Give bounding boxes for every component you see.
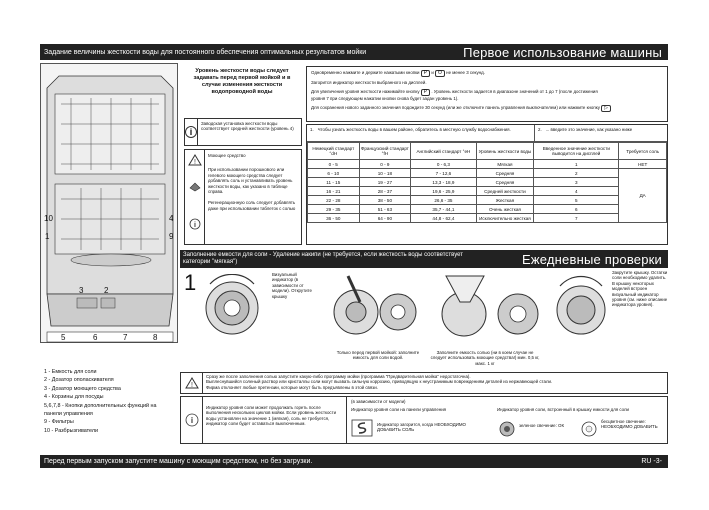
cell: 3 [534, 178, 619, 187]
cell: 2 [534, 169, 619, 178]
info-circle-icon [185, 413, 199, 427]
cell: 7 [534, 214, 619, 223]
warning-title: Моющее средство [208, 153, 246, 158]
cell: 6 [534, 205, 619, 214]
footer-text: Перед первым запуском запустите машину с моющим средством, но без загрузки. [44, 458, 313, 465]
col-header: Требуется соль [619, 143, 667, 160]
daily-title: Ежедневные проверки [521, 251, 662, 267]
label-6: 6 [93, 333, 98, 342]
cell: 0 - 9 [359, 160, 411, 169]
label-5: 5 [61, 333, 66, 342]
cell: Исключительно жесткая [476, 214, 534, 223]
cell: Мягкая [476, 160, 534, 169]
warning-icon [185, 377, 199, 389]
model-note: (в зависимости от модели) [351, 399, 406, 404]
warning-salt-text: Регенерационную соль следует добавлять даже при использовании таблеток с солью [208, 200, 296, 211]
salt-cap-drawing [200, 274, 264, 338]
p-key: P [421, 70, 430, 77]
p-key-2: P [421, 89, 430, 96]
close-cap-drawing [552, 274, 610, 338]
info-circle-icon [188, 218, 202, 230]
daily-checks-bar [180, 250, 668, 268]
cell: 11 - 15 [308, 178, 360, 187]
note-line3: Фирма отклоняет любые претензии, которые могут быть предъявлены в этой связи. [206, 384, 378, 390]
cell: 7 - 12,6 [411, 169, 476, 178]
legend-item: панели управления [44, 411, 93, 418]
step-1-text: Чтобы узнать жесткость воды в вашем районе, обратитесь в местную службу водоснабжения. [317, 127, 511, 132]
svg-text:i: i [190, 416, 193, 425]
cell: Средняя [476, 169, 534, 178]
cap-indicator-label: Индикатор уровня соли, встроенный в крышку емкости для соли [497, 407, 629, 412]
arrow-key: ▷ [601, 105, 611, 112]
page-number: RU -3- [641, 458, 662, 465]
table-row [308, 160, 667, 169]
cell: 29 - 35 [308, 205, 360, 214]
cell: 1 [534, 160, 619, 169]
hardness-table [307, 142, 667, 223]
info-text: Заводская установка жесткости воды соответствует средней жесткости (уровень 4) [201, 121, 294, 132]
cell: Средняя [476, 178, 534, 187]
note-line2: Выплеснувшийся соленый раствор или кристаллы соли могут вызвать сильную коррозию, приводящую к неустранимым повреждениям деталей из нержавеющей стали. [206, 379, 553, 385]
label-10: 10 [44, 214, 53, 223]
indicator-info-text: Индикатор уровня соли может продолжать гореть после выполнения нескольких циклов мойки. Если уровень жесткости воды установлен на значение 1 (мягкая), соль не требуется, индикатор соли будет оставаться выключенным. [203, 397, 347, 443]
svg-text:!: ! [194, 159, 196, 166]
colorless-state-text: бесцветное свечение: НЕОБХОДИМО ДОБАВИТЬ [601, 419, 658, 430]
info-box [184, 118, 302, 146]
warning-text: При использовании порошкового или гелевого моющего средства следует добавлять соль и устанавливать уровень жесткости воды, как указано в таблице справа. [208, 167, 293, 195]
instr-line1: Одновременно нажмите и держите нажатыми кнопки [311, 70, 420, 75]
caption-fill-water: Только перед первой мойкой: заполните емкость для соли водой. [336, 350, 420, 361]
colorless-indicator-icon [581, 421, 597, 437]
cell: Очень жесткая [476, 205, 534, 214]
cell: 16 - 21 [308, 187, 360, 196]
parts-legend [44, 368, 178, 435]
cell: 26,6 - 35 [411, 196, 476, 205]
label-3: 3 [79, 286, 84, 295]
header-bar [40, 44, 668, 60]
instr-line3: Для увеличения уровня жесткости нажимайте кнопку [311, 88, 420, 94]
cell: 28 - 37 [359, 187, 411, 196]
dishwasher-figure [40, 63, 178, 343]
cell: 19,6 - 25,9 [411, 187, 476, 196]
step-1-number: 1. [310, 127, 314, 132]
step-2-text: ... введите это значение, как указано ниже [545, 127, 633, 132]
step-number: 1 [184, 270, 197, 295]
cell: 44,8 - 62,4 [411, 214, 476, 223]
cell: 6 - 10 [308, 169, 360, 178]
panel-indicator-state: Индикатор загорится, когда НЕОБХОДИМО ДОБАВИТЬ СОЛЬ [377, 422, 466, 433]
svg-text:i: i [194, 222, 196, 229]
col-header: Английский стандарт °eH [411, 143, 476, 160]
salt-note-box [180, 372, 668, 394]
instr-line2: Загорится индикатор жесткости выбранного на дисплей. [311, 80, 427, 86]
svg-text:!: ! [190, 382, 193, 389]
label-8: 8 [153, 333, 158, 342]
legend-item: 2 - Дозатор ополаскивателя [44, 377, 114, 384]
cell: 35,7 - 44,1 [411, 205, 476, 214]
label-7: 7 [123, 333, 128, 342]
table-row [308, 178, 667, 187]
label-9: 9 [169, 232, 174, 241]
cell: Жесткая [476, 196, 534, 205]
note-line1: Сразу же после заполнения солью запустите какую-либо программу мойки (программа "Предварительная мойка" недостаточна). [206, 374, 471, 379]
cell: 13,3 - 18,9 [411, 178, 476, 187]
instr-line4: уровня 7 при следующем нажатии кнопки снова будет задан уровень 1). [311, 96, 459, 102]
cell: 10 - 18 [359, 169, 411, 178]
salt-panel-indicator-icon [351, 419, 373, 437]
step-2-number: 2. [538, 127, 542, 132]
table-header-row [308, 143, 667, 160]
start-key: ʘ [435, 70, 445, 77]
cell: 22 - 28 [308, 196, 360, 205]
label-2: 2 [104, 286, 109, 295]
table-row [308, 196, 667, 205]
detergent-icon [188, 180, 202, 192]
caption-open-cap: Визуальный индикатор (в зависимости от модели). Открутите крышку [272, 272, 312, 299]
salt-yes-cell: ДА [619, 169, 667, 223]
water-fill-drawing [330, 274, 420, 340]
label-4: 4 [169, 214, 174, 223]
col-header: Уровень жесткости воды [476, 143, 534, 160]
cell: 5 [534, 196, 619, 205]
col-header: Французский стандарт °fH [359, 143, 411, 160]
salt-no-cell: НЕТ [619, 160, 667, 169]
instr-line5: Для сохранения нового заданного значения подождите 30 секунд (или же отключите панель управления выключателем) или нажмите кнопку [311, 104, 600, 110]
legend-item: 10 - Разбрызгиватели [44, 427, 99, 434]
cell: 19 - 27 [359, 178, 411, 187]
green-indicator-icon [499, 421, 515, 437]
hardness-table-box [306, 124, 668, 245]
col-header: Введенное значение жесткости выводится на дисплей [534, 143, 619, 160]
cell: 0 - 6,3 [411, 160, 476, 169]
panel-indicator-label: Индикатор уровня соли на панели управления [351, 407, 447, 412]
caption-close-cap: Закрутите крышку. Остатки соли необходимо удалить. В крышку некоторых моделей встроен визуальный индикатор уровня (см. ниже описание индикатора уровня). [612, 270, 668, 308]
header-subtitle: Задание величины жесткости воды для постоянного обеспечения оптимальных результатов мойки [44, 48, 367, 56]
col-header: Немецкий стандарт °dH [308, 143, 360, 160]
instr-line3-tail: . Уровень жесткости задается в диапазоне значений от 1 до 7 (после достижения [431, 88, 598, 94]
footer-bar [40, 455, 668, 468]
cell: 36 - 50 [308, 214, 360, 223]
legend-item: 1 - Емкость для соли [44, 369, 97, 375]
warning-icon [188, 154, 202, 166]
info-icon: i [185, 119, 198, 145]
hardness-intro-title: Уровень жесткости воды следует задавать перед первой мойкой и в случае изменения жесткости водопроводной воды [193, 68, 291, 95]
page-title: Первое использование машины [463, 44, 662, 60]
legend-item: 3 - Дозатор моющего средства [44, 385, 121, 392]
cell: Средней жесткости [476, 187, 534, 196]
label-1: 1 [45, 232, 50, 241]
detergent-warning-box [184, 149, 302, 245]
daily-subtitle: Заполнение емкости для соли - Удаление накипи (не требуется, если жесткость воды соответствует категории "мягкая") [183, 252, 464, 265]
dishwasher-drawing [41, 64, 179, 344]
cell: 51 - 63 [359, 205, 411, 214]
legend-item: 9 - Фильтры [44, 419, 74, 426]
table-row [308, 169, 667, 178]
salt-refill-steps [180, 270, 668, 370]
cell: 64 - 90 [359, 214, 411, 223]
salt-indicator-box [180, 396, 668, 444]
green-state-text: зеленое свечение: ОК [519, 423, 565, 428]
legend-item: 4 - Корзины для посуды [44, 394, 104, 401]
cell: 4 [534, 187, 619, 196]
instr-line1-tail: не менее 3 секунд. [446, 70, 485, 75]
table-row [308, 205, 667, 214]
salt-fill-drawing [436, 272, 546, 340]
cell: 0 - 5 [308, 160, 360, 169]
table-row [308, 214, 667, 223]
instructions-box: Одновременно нажмите и держите нажатыми кнопки P и ʘ не менее 3 секунд. Загорится индикатор жесткости выбранного на дисплей. Для увеличения уровня жесткости нажимайте кнопку P . Уровень жесткости задается в диапазоне значений от 1 до 7 (после достижения уровня 7 при следующем нажатии кнопки снова будет задан уровень 1). Для сохранения нового заданного значения подождите 30 секунд (или же отключите панель управления выключателем) или нажмите кнопку ▷ [306, 66, 668, 122]
cell: 38 - 50 [359, 196, 411, 205]
caption-fill-salt: Заполните емкость солью (ни в коем случае не следует использовать моющие средства!) мин. 0,5 кг, макс. 1 кг [430, 350, 540, 366]
table-row [308, 187, 667, 196]
legend-item: 5,6,7,8 - Кнопки дополнительных функций на [44, 402, 157, 409]
